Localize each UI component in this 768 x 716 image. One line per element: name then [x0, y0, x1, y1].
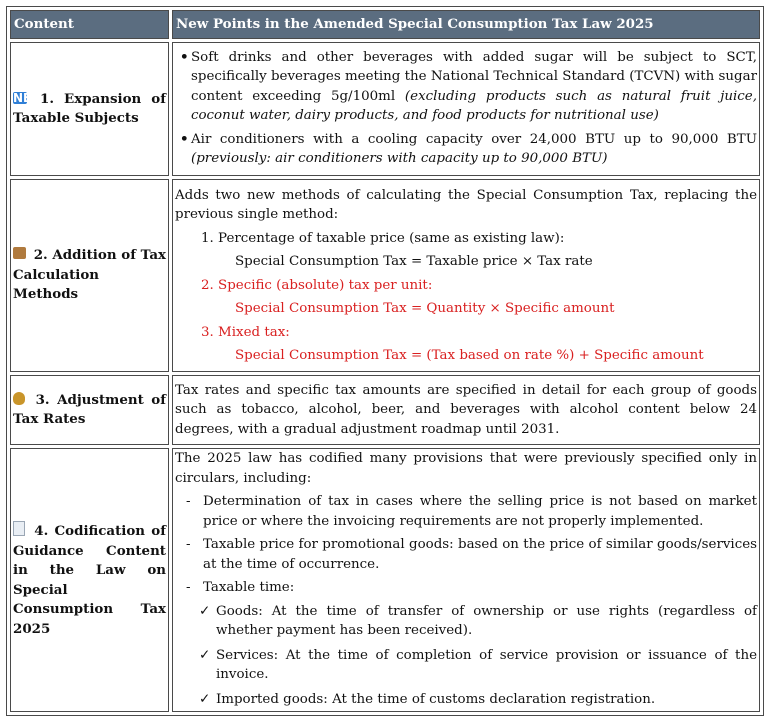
bullet-list	[175, 48, 757, 169]
money-bag-icon	[13, 392, 25, 405]
bullet-note: (excluding products such as natural fruit juice, coconut water, dairy products, and food products for nutritional use)	[191, 88, 757, 123]
intro-text: Adds two new methods of calculating the Special Consumption Tax, replacing the previous single method:	[175, 187, 757, 222]
list-item	[175, 602, 757, 641]
table-row	[10, 375, 760, 445]
check-text: Imported goods: At the time of customs declaration registration.	[216, 691, 656, 707]
package-icon	[13, 247, 26, 259]
dash-text: Determination of tax in cases where the selling price is not based on market price or where the invoicing requirements are not properly implemented.	[203, 494, 757, 529]
table-row	[10, 42, 760, 176]
row-title: 2. Addition of Tax Calculation Methods	[13, 247, 166, 303]
row-title-cell	[10, 448, 169, 712]
dash-text: Taxable time:	[203, 580, 295, 595]
check-text: Services: At the time of completion of service provision or issuance of the invoice.	[216, 647, 757, 682]
method-formula: Special Consumption Tax = Taxable price × Tax rate	[235, 254, 593, 269]
new-icon: NEW	[13, 90, 45, 105]
checkmark-icon: ✓	[199, 691, 211, 707]
row-title-cell	[10, 375, 169, 445]
list-item	[191, 48, 757, 126]
method-label: 2. Specific (absolute) tax per unit:	[201, 277, 433, 293]
method-label: 1. Percentage of taxable price (same as existing law):	[201, 230, 565, 246]
list-item	[175, 690, 757, 710]
table-row	[10, 448, 760, 712]
checkmark-icon: ✓	[199, 647, 211, 663]
row-title-cell	[10, 42, 169, 176]
list-item: - Determination of tax in cases where the selling price is not based on market price or where the invoicing requirements are not properly implemented.	[175, 492, 757, 531]
header-content: Content	[10, 10, 169, 39]
row-title: 1. Expansion of Taxable Subjects	[13, 90, 166, 126]
list-item	[191, 130, 757, 169]
method-formula: Special Consumption Tax = (Tax based on rate %) + Specific amount	[235, 348, 704, 363]
row-content-cell	[172, 42, 760, 176]
header-row	[10, 10, 760, 39]
row-title-cell	[10, 179, 169, 372]
document-icon	[13, 521, 25, 536]
sct-comparison-table	[6, 6, 764, 716]
method-formula: Special Consumption Tax = Quantity × Specific amount	[235, 301, 615, 316]
method-label: 3. Mixed tax:	[201, 324, 290, 340]
intro-text: The 2025 law has codified many provisions that were previously specified only in circulars, including:	[175, 451, 757, 486]
row-title: 4. Codification of Guidance Content in the Law on Special Consumption Tax 2025	[13, 523, 166, 637]
list-item	[175, 646, 757, 685]
row-title: 3. Adjustment of Tax Rates	[13, 391, 166, 427]
bullet-text: Soft drinks and other beverages with added sugar will be subject to SCT, specifically beverages meeting the National Technical Standard (TCVN) with sugar content exceeding 5g/100ml	[191, 49, 757, 104]
bullet-text: Air conditioners with a cooling capacity over 24,000 BTU up to 90,000 BTU	[191, 131, 757, 147]
row-content-cell	[172, 179, 760, 372]
row-text: Tax rates and specific tax amounts are specified in detail for each group of goods such as tobacco, alcohol, beer, and beverages with alcohol content below 24 degrees, with a gradual adjustment roadmap until 2031.	[175, 382, 757, 437]
header-new-points: New Points in the Amended Special Consumption Tax Law 2025	[172, 10, 760, 39]
row-content-cell	[172, 375, 760, 445]
check-text: Goods: At the time of transfer of ownership or use rights (regardless of whether payment has been received).	[216, 603, 757, 638]
list-item: - Taxable price for promotional goods: based on the price of similar goods/services at the time of occurrence.	[175, 535, 757, 574]
list-item: - Taxable time:	[175, 578, 757, 598]
bullet-note: (previously: air conditioners with capacity up to 90,000 BTU)	[191, 151, 608, 166]
dash-text: Taxable price for promotional goods: based on the price of similar goods/services at the time of occurrence.	[203, 537, 757, 572]
row-content-cell	[172, 448, 760, 712]
checkmark-icon: ✓	[199, 603, 211, 619]
table-row	[10, 179, 760, 372]
